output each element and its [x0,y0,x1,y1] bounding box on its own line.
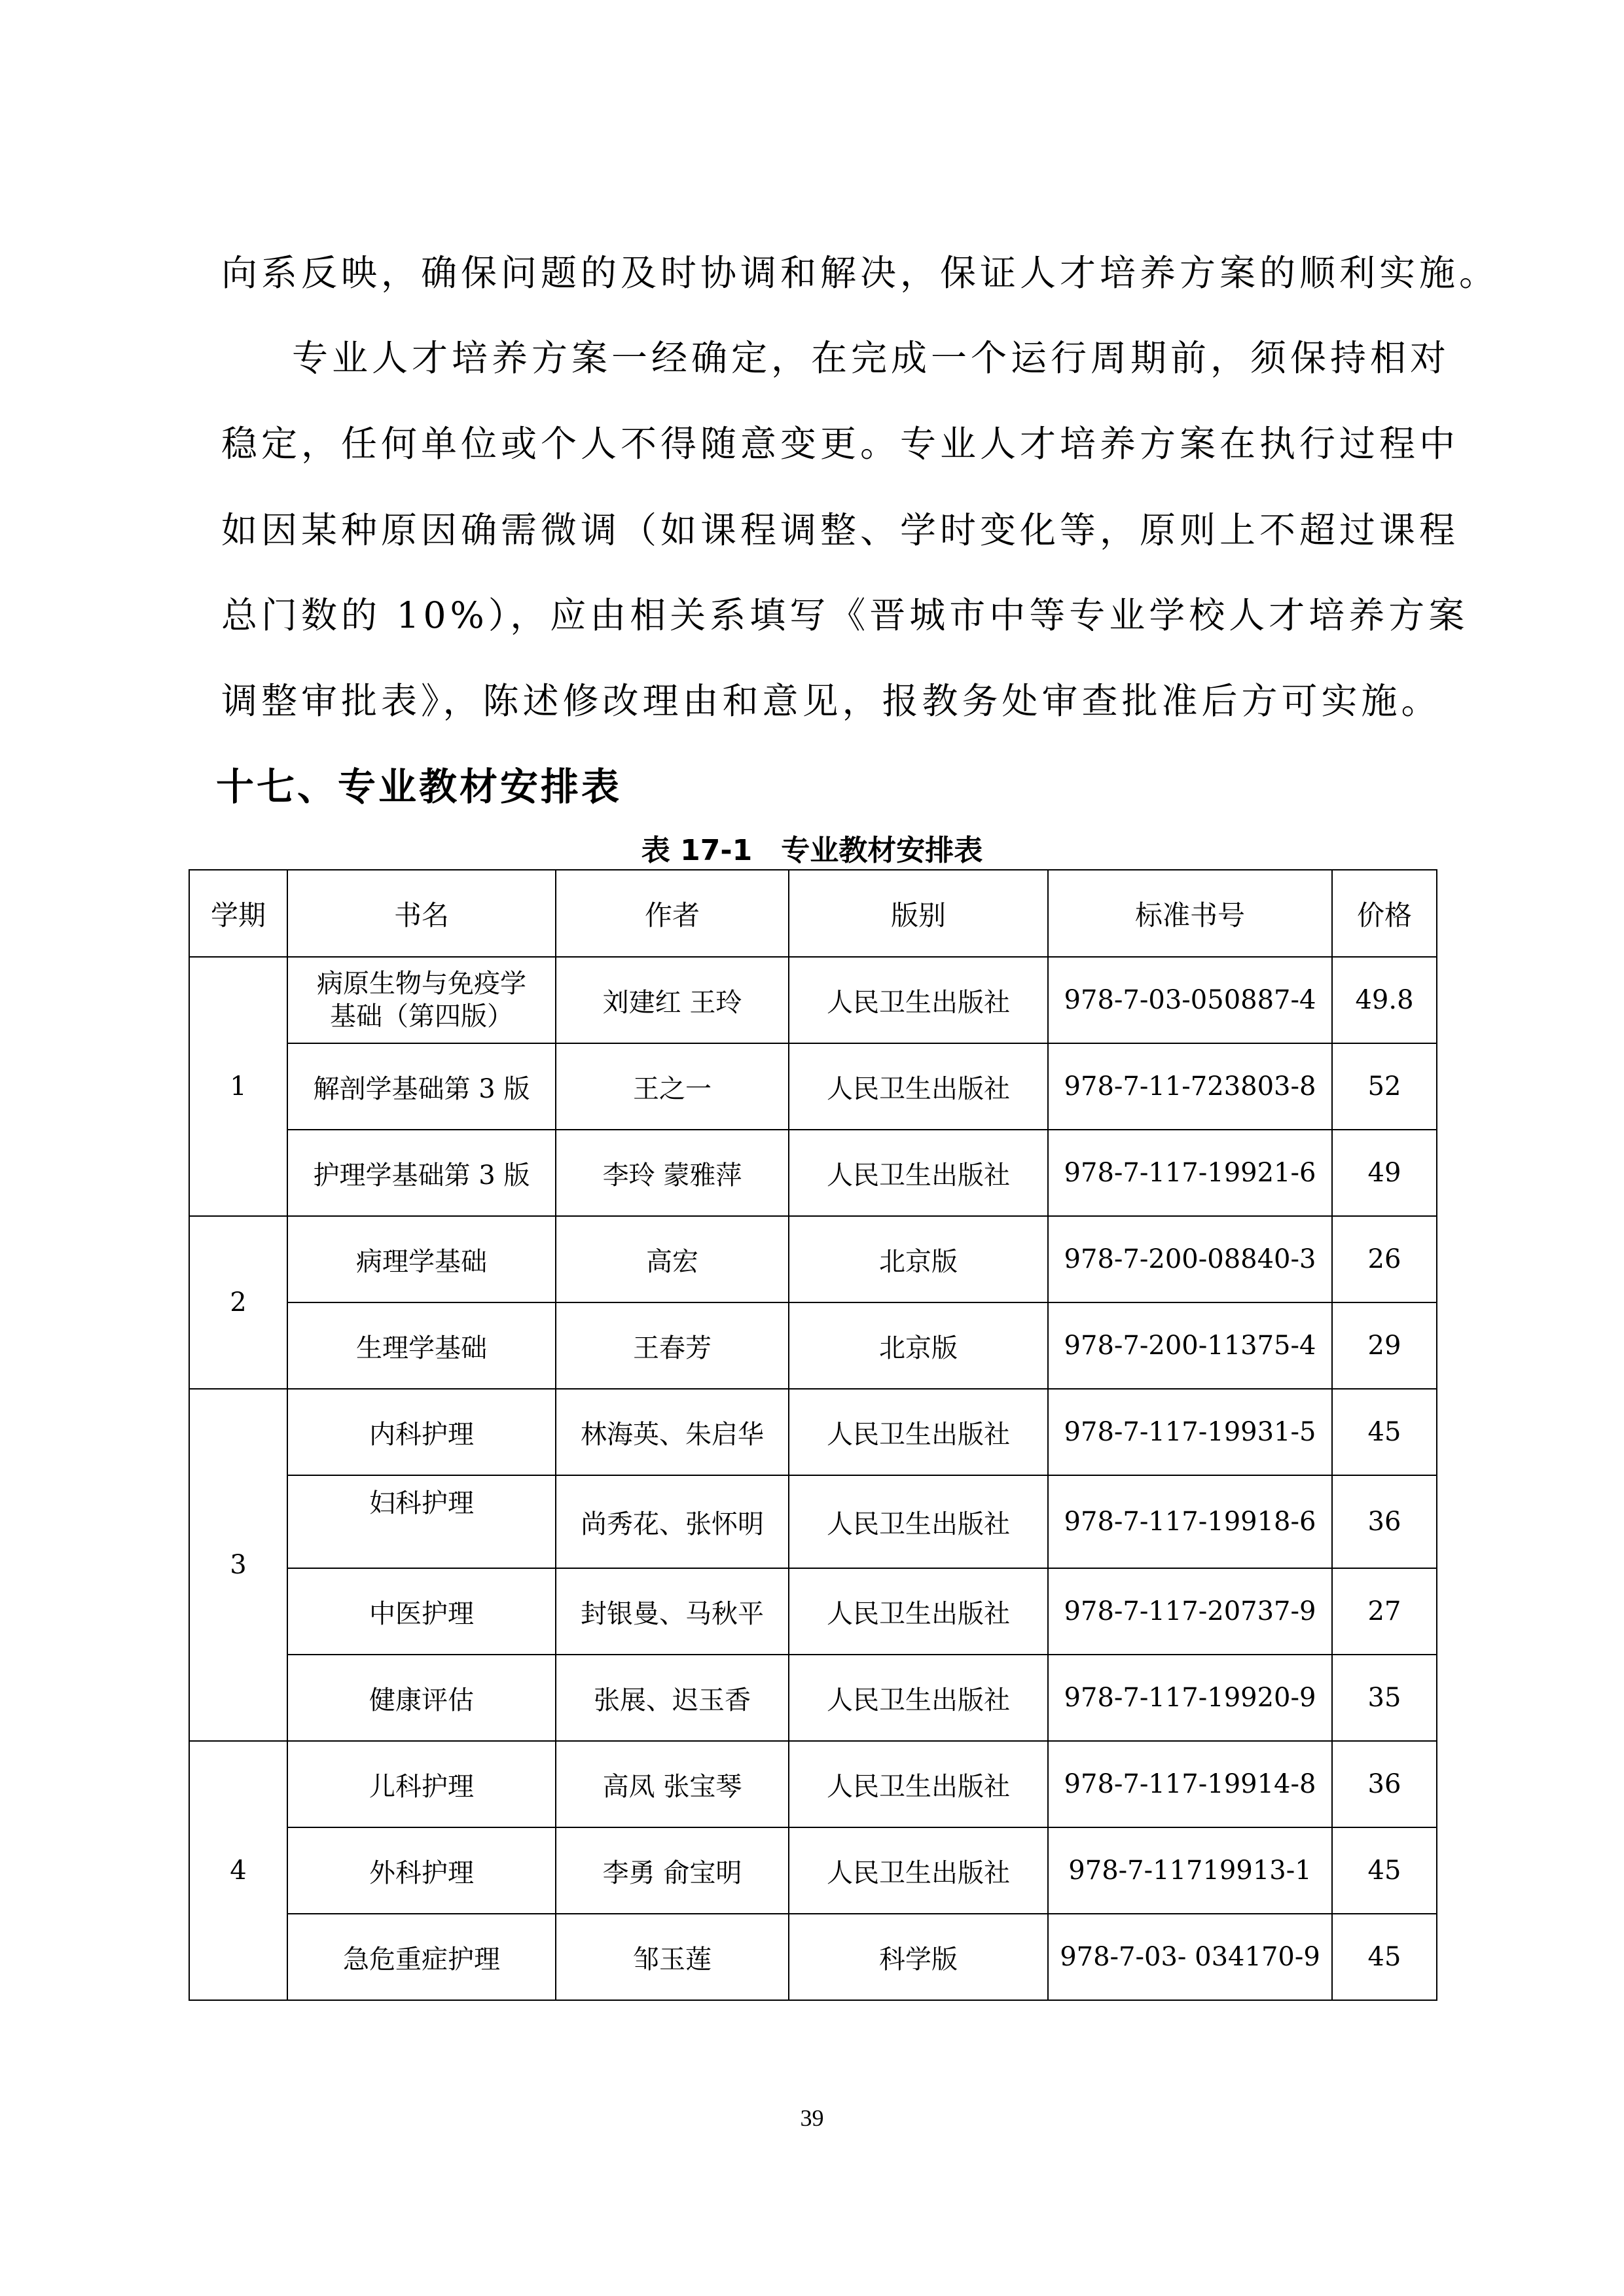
author-cell: 刘建红 王玲 [556,957,789,1043]
table-row [189,1389,1437,1475]
table-row [189,1741,1437,1827]
book-cell: 生理学基础 [287,1302,556,1389]
table-row [189,1568,1437,1655]
publisher-cell: 人民卫生出版社 [789,1568,1048,1655]
publisher-cell: 人民卫生出版社 [789,1389,1048,1475]
isbn-cell: 978-7-200-08840-3 [1048,1216,1332,1302]
body-line-1: 向系反映，确保问题的及时协调和解决，保证人才培养方案的顺利实施。 [221,252,1500,294]
price-cell: 45 [1332,1914,1437,2000]
price-cell: 49.8 [1332,957,1437,1043]
author-cell: 封银曼、马秋平 [556,1568,789,1655]
price-cell: 49 [1332,1130,1437,1216]
isbn-cell: 978-7-200-11375-4 [1048,1302,1332,1389]
isbn-cell: 978-7-03- 034170-9 [1048,1914,1332,2000]
isbn-cell: 978-7-117-20737-9 [1048,1568,1332,1655]
term-cell: 4 [189,1741,287,2000]
table-row [189,957,1437,1043]
term-cell: 3 [189,1389,287,1741]
book-cell: 健康评估 [287,1655,556,1741]
book-cell [287,957,556,1043]
price-cell: 52 [1332,1043,1437,1130]
term-cell: 2 [189,1216,287,1389]
isbn-cell: 978-7-117-19921-6 [1048,1130,1332,1216]
publisher-cell: 人民卫生出版社 [789,1655,1048,1741]
publisher-cell: 人民卫生出版社 [789,1827,1048,1914]
book-cell: 内科护理 [287,1389,556,1475]
publisher-cell: 人民卫生出版社 [789,1130,1048,1216]
price-cell: 35 [1332,1655,1437,1741]
price-cell: 36 [1332,1741,1437,1827]
price-cell: 27 [1332,1568,1437,1655]
table-row [189,1130,1437,1216]
book-cell: 妇科护理 [287,1475,556,1568]
table-row [189,1475,1437,1568]
book-cell: 外科护理 [287,1827,556,1914]
author-cell: 李玲 蒙雅萍 [556,1130,789,1216]
table-row [189,1216,1437,1302]
book-cell: 病理学基础 [287,1216,556,1302]
author-cell: 高凤 张宝琴 [556,1741,789,1827]
author-cell: 王春芳 [556,1302,789,1389]
author-cell: 李勇 俞宝明 [556,1827,789,1914]
author-cell: 林海英、朱启华 [556,1389,789,1475]
table-row [189,1914,1437,2000]
body-line-3: 稳定，任何单位或个人不得随意变更。专业人才培养方案在执行过程中 [221,423,1460,465]
textbook-table [189,869,1437,2001]
header-price: 价格 [1332,870,1437,957]
author-cell: 王之一 [556,1043,789,1130]
header-author: 作者 [556,870,789,957]
book-cell: 中医护理 [287,1568,556,1655]
publisher-cell: 人民卫生出版社 [789,957,1048,1043]
book-cell: 解剖学基础第 3 版 [287,1043,556,1130]
term-cell: 1 [189,957,287,1216]
price-cell: 36 [1332,1475,1437,1568]
isbn-cell: 978-7-117-19931-5 [1048,1389,1332,1475]
isbn-cell: 978-7-117-19918-6 [1048,1475,1332,1568]
page-number: 39 [800,2105,824,2131]
table-row [189,1043,1437,1130]
book-cell: 儿科护理 [287,1741,556,1827]
table-header-row [189,870,1437,957]
isbn-cell: 978-7-11-723803-8 [1048,1043,1332,1130]
publisher-cell: 北京版 [789,1302,1048,1389]
header-isbn: 标准书号 [1048,870,1332,957]
header-term: 学期 [189,870,287,957]
book-title-line: 基础（第四版） [330,1001,513,1031]
table-row [189,1655,1437,1741]
book-cell: 急危重症护理 [287,1914,556,2000]
publisher-cell: 人民卫生出版社 [789,1475,1048,1568]
section-heading: 十七、专业教材安排表 [216,764,623,809]
header-book: 书名 [287,870,556,957]
table-row [189,1827,1437,1914]
body-line-2: 专业人才培养方案一经确定，在完成一个运行周期前，须保持相对 [292,337,1451,379]
header-publisher: 版别 [789,870,1048,957]
author-cell: 邹玉莲 [556,1914,789,2000]
body-line-4: 如因某种原因确需微调（如课程调整、学时变化等，原则上不超过课程 [221,509,1460,551]
price-cell: 45 [1332,1827,1437,1914]
price-cell: 26 [1332,1216,1437,1302]
isbn-cell: 978-7-11719913-1 [1048,1827,1332,1914]
author-cell: 尚秀花、张怀明 [556,1475,789,1568]
body-line-5: 总门数的 10%），应由相关系填写《晋城市中等专业学校人才培养方案 [221,594,1469,636]
isbn-cell: 978-7-117-19920-9 [1048,1655,1332,1741]
isbn-cell: 978-7-117-19914-8 [1048,1741,1332,1827]
price-cell: 45 [1332,1389,1437,1475]
table-row [189,1302,1437,1389]
publisher-cell: 人民卫生出版社 [789,1043,1048,1130]
publisher-cell: 人民卫生出版社 [789,1741,1048,1827]
publisher-cell: 北京版 [789,1216,1048,1302]
body-line-6: 调整审批表》，陈述修改理由和意见，报教务处审查批准后方可实施。 [221,680,1441,722]
price-cell: 29 [1332,1302,1437,1389]
author-cell: 张展、迟玉香 [556,1655,789,1741]
isbn-cell: 978-7-03-050887-4 [1048,957,1332,1043]
book-cell: 护理学基础第 3 版 [287,1130,556,1216]
table-caption: 表 17-1 专业教材安排表 [641,834,983,867]
book-title-line: 病原生物与免疫学 [317,969,526,999]
author-cell: 高宏 [556,1216,789,1302]
publisher-cell: 科学版 [789,1914,1048,2000]
